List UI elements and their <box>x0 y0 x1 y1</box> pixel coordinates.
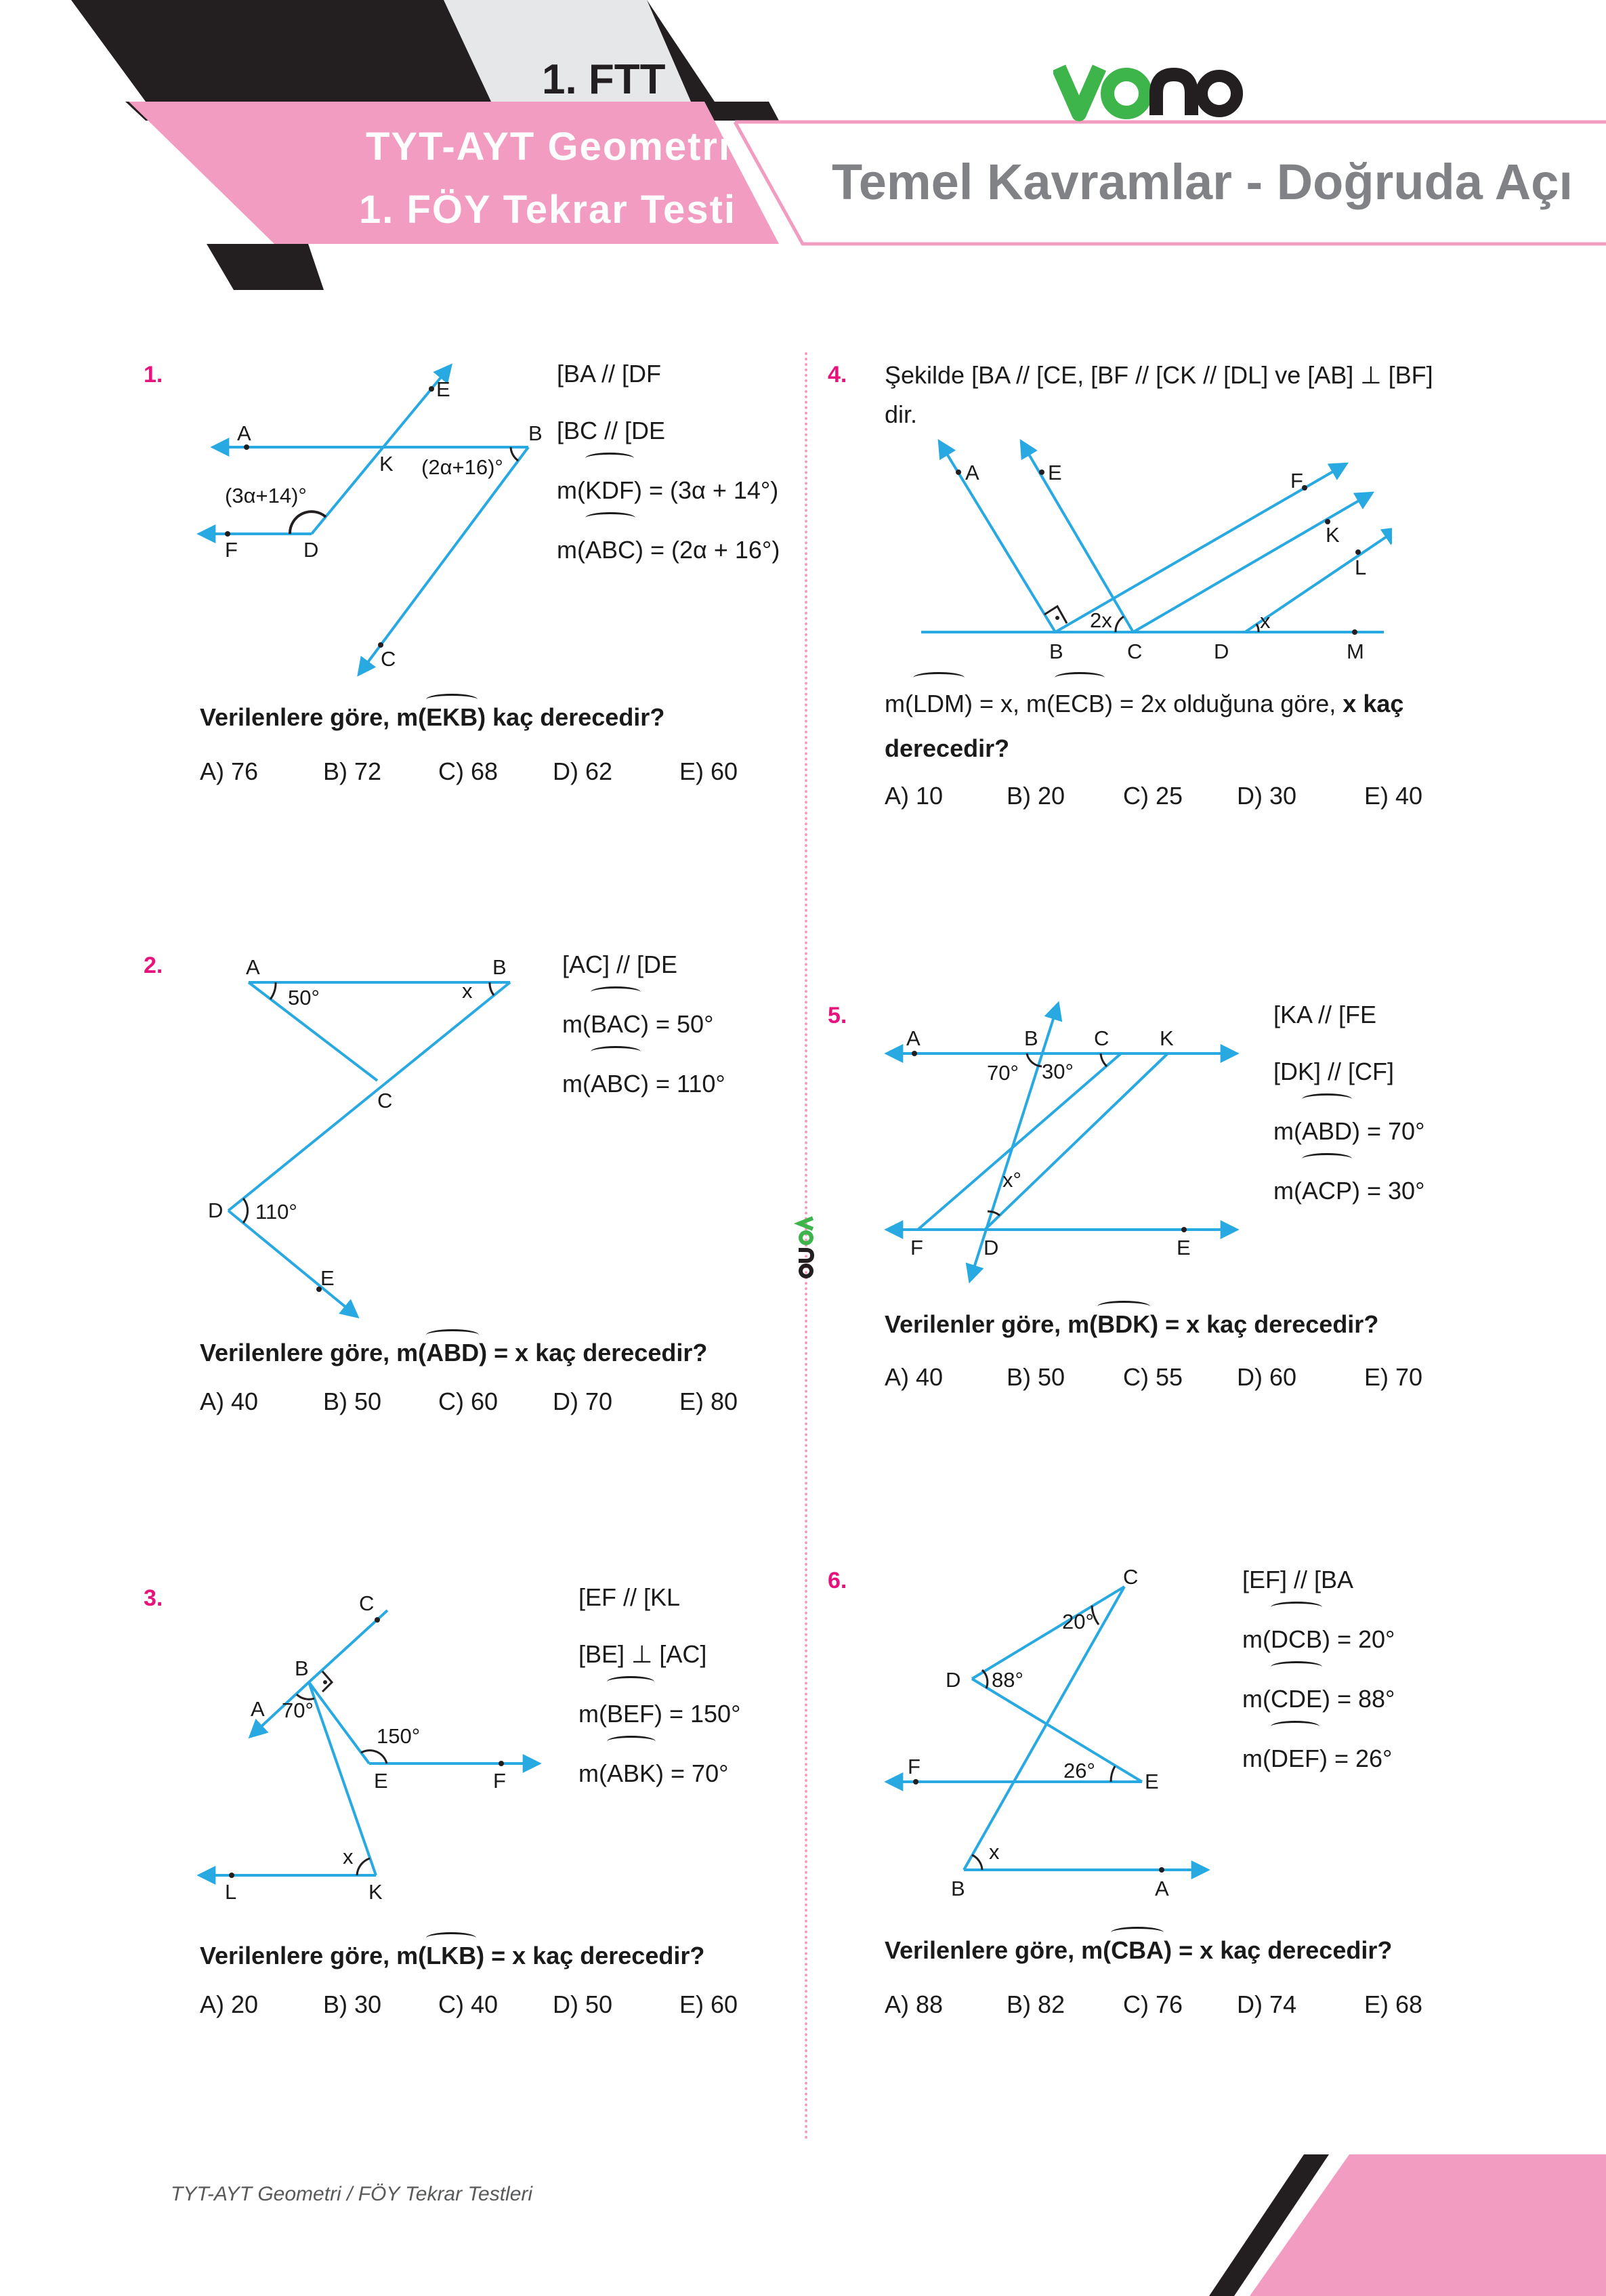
q5-question: Verilenler göre, m(BDK) = x kaç derecedir? <box>885 1308 1378 1339</box>
q5-angle-30: 30° <box>1042 1060 1074 1083</box>
test-badge: 1. FTT <box>542 56 666 103</box>
q6-given-4: m(DEF) = 26° <box>1242 1728 1395 1787</box>
q5-given-2: [DK] // [CF] <box>1273 1058 1395 1085</box>
q1-expr-2a: (2α+16)° <box>421 455 503 479</box>
q6-label-x: x <box>989 1840 1000 1864</box>
q5-label-C: C <box>1094 1026 1110 1050</box>
q5-option-c[interactable]: C) 55 <box>1123 1363 1183 1391</box>
q3-label-x: x <box>343 1845 354 1869</box>
q6-label-C: C <box>1123 1565 1139 1589</box>
header-graphic <box>0 0 1606 298</box>
q3-question: Verilenlere göre, m(LKB) = x kaç derecedir? <box>200 1939 704 1970</box>
q6-label-E: E <box>1145 1770 1159 1793</box>
q6-angle-20: 20° <box>1062 1610 1094 1633</box>
topic-title: Temel Kavramlar - Doğruda Açı <box>832 154 1573 210</box>
q5-given-4: m(ACP) = 30° <box>1273 1160 1424 1219</box>
q3-figure <box>190 1575 555 1914</box>
q2-label-E: E <box>320 1266 335 1290</box>
q6-angle-88: 88° <box>992 1668 1023 1692</box>
q3-seg-BE <box>309 1682 369 1763</box>
q1-number: 1. <box>144 362 163 388</box>
q5-label-K: K <box>1160 1026 1174 1050</box>
test-name: 1. FÖY Tekrar Testi <box>359 188 736 232</box>
q5-number: 5. <box>828 1003 847 1028</box>
q1-question: Verilenlere göre, m(EKB) kaç derecedir? <box>200 701 664 732</box>
q4-text-line2: dir. <box>885 400 918 428</box>
q5-seg-CF <box>918 1053 1121 1230</box>
q2-option-e[interactable]: E) 80 <box>679 1387 738 1415</box>
q6-angle-26: 26° <box>1063 1759 1095 1782</box>
q6-seg-CD <box>972 1587 1124 1679</box>
q1-given-1: [BA // [DF <box>557 360 662 388</box>
q2-label-D: D <box>208 1198 224 1222</box>
footer-text: TYT-AYT Geometri / FÖY Tekrar Testleri <box>171 2183 533 2205</box>
logo-n <box>1156 75 1191 115</box>
q1-ray-DE <box>312 366 450 534</box>
q3-label-K: K <box>368 1880 383 1904</box>
q3-angle-150: 150° <box>377 1724 421 1748</box>
q1-expr-3a: (3α+14)° <box>225 484 307 507</box>
q4-option-e[interactable]: E) 40 <box>1364 782 1423 810</box>
q2-given-2: m(BAC) = 50° <box>562 993 725 1053</box>
q3-angle-70: 70° <box>282 1698 314 1722</box>
q1-label-C: C <box>381 647 396 671</box>
q5-label-F: F <box>910 1236 923 1259</box>
q3-givens <box>578 1569 740 1802</box>
q6-label-F: F <box>908 1755 921 1778</box>
q2-question: Verilenlere göre, m(ABD) = x kaç derecedir? <box>200 1336 707 1367</box>
q2-ray-DE <box>228 1211 357 1316</box>
q6-figure <box>881 1565 1219 1904</box>
q2-option-d[interactable]: D) 70 <box>553 1387 613 1415</box>
q3-option-d[interactable]: D) 50 <box>553 1990 613 2018</box>
q6-given-1: [EF] // [BA <box>1242 1566 1354 1593</box>
logo-v <box>1059 68 1099 114</box>
q3-option-a[interactable]: A) 20 <box>200 1990 259 2018</box>
q6-seg-CB <box>964 1587 1124 1870</box>
q1-option-d[interactable]: D) 62 <box>553 757 613 785</box>
q1-given-4: m(ABC) = (2α + 16°) <box>557 519 780 579</box>
q1-option-a[interactable]: A) 76 <box>200 757 259 785</box>
course-title: TYT-AYT Geometri <box>366 125 732 169</box>
q4-label-D: D <box>1214 640 1229 663</box>
q4-option-d[interactable]: D) 30 <box>1237 782 1297 810</box>
q1-label-K: K <box>379 452 394 476</box>
q5-given-1: [KA // [FE <box>1273 1001 1377 1028</box>
q2-option-c[interactable]: C) 60 <box>438 1387 499 1415</box>
q6-option-b[interactable]: B) 82 <box>1007 1990 1065 2018</box>
q6-given-2: m(DCB) = 20° <box>1242 1608 1395 1668</box>
q6-question: Verilenlere göre, m(CBA) = x kaç derecedir? <box>885 1934 1392 1965</box>
q5-option-d[interactable]: D) 60 <box>1237 1363 1297 1391</box>
q3-number: 3. <box>144 1585 163 1611</box>
q3-option-b[interactable]: B) 30 <box>323 1990 382 2018</box>
q5-label-A: A <box>906 1026 921 1050</box>
q5-givens <box>1273 986 1424 1219</box>
q2-angle-50: 50° <box>288 986 320 1009</box>
q4-label-F: F <box>1290 469 1303 493</box>
q1-given-2: [BC // [DE <box>557 417 666 444</box>
q2-label-x: x <box>462 979 473 1003</box>
q3-given-1: [EF // [KL <box>578 1583 681 1611</box>
q4-option-c[interactable]: C) 25 <box>1123 782 1183 810</box>
q4-figure <box>918 434 1392 664</box>
q6-givens <box>1242 1551 1395 1787</box>
q1-label-E: E <box>436 377 450 401</box>
q2-label-C: C <box>377 1089 393 1112</box>
q4-label-A: A <box>965 461 979 484</box>
vono-logo <box>1053 60 1243 127</box>
q5-option-b[interactable]: B) 50 <box>1007 1363 1065 1391</box>
q5-label-x: x° <box>1002 1168 1021 1192</box>
q4-question <box>885 679 1494 771</box>
q4-label-K: K <box>1326 523 1340 547</box>
q5-option-e[interactable]: E) 70 <box>1364 1363 1423 1391</box>
q6-option-e[interactable]: E) 68 <box>1364 1990 1423 2018</box>
q5-label-B: B <box>1024 1026 1038 1050</box>
q1-label-D: D <box>303 538 319 562</box>
q3-option-c[interactable]: C) 40 <box>438 1990 499 2018</box>
q1-figure <box>190 352 555 684</box>
q4-number: 4. <box>828 362 847 388</box>
q4-label-B: B <box>1049 640 1063 663</box>
q3-label-C: C <box>359 1591 375 1615</box>
q3-label-A: A <box>251 1697 265 1721</box>
q5-label-D: D <box>984 1236 999 1259</box>
q5-label-E: E <box>1177 1236 1191 1259</box>
header-black-foot <box>207 244 324 290</box>
q2-given-1: [AC] // [DE <box>562 951 678 978</box>
q2-figure <box>200 945 532 1331</box>
q2-option-b[interactable]: B) 50 <box>323 1387 382 1415</box>
q2-label-A: A <box>246 955 260 979</box>
q3-given-4: m(ABK) = 70° <box>578 1742 740 1802</box>
q5-angle-70: 70° <box>987 1061 1019 1085</box>
q4-label-x: x <box>1260 609 1271 633</box>
q3-option-e[interactable]: E) 60 <box>679 1990 738 2018</box>
q6-label-B: B <box>951 1877 965 1900</box>
q6-label-D: D <box>946 1668 961 1692</box>
q3-given-3: m(BEF) = 150° <box>578 1683 740 1742</box>
footer-graphic <box>1151 2154 1606 2296</box>
q1-givens <box>557 346 780 579</box>
q4-text-line1: Şekilde [BA // [CE, [BF // [CK // [DL] ve [AB] ⊥ [BF] <box>885 361 1433 389</box>
q4-label-C: C <box>1127 640 1143 663</box>
q4-question-line2: derecedir? <box>885 734 1010 762</box>
q1-option-b[interactable]: B) 72 <box>323 757 382 785</box>
q2-number: 2. <box>144 953 163 978</box>
q4-text <box>885 355 1494 435</box>
q1-option-e[interactable]: E) 60 <box>679 757 738 785</box>
q2-option-a[interactable]: A) 40 <box>200 1387 259 1415</box>
q6-seg-DE <box>972 1679 1142 1782</box>
q6-given-3: m(CDE) = 88° <box>1242 1668 1395 1728</box>
q2-seg-BD <box>228 982 510 1211</box>
q3-given-2: [BE] ⊥ [AC] <box>578 1640 707 1668</box>
q1-label-F: F <box>225 538 238 562</box>
q4-option-b[interactable]: B) 20 <box>1007 782 1065 810</box>
q6-option-c[interactable]: C) 76 <box>1123 1990 1183 2018</box>
q3-label-B: B <box>295 1656 309 1680</box>
q4-label-E: E <box>1048 461 1062 484</box>
q2-givens <box>562 936 725 1112</box>
q1-option-c[interactable]: C) 68 <box>438 757 499 785</box>
q1-label-B: B <box>528 421 543 445</box>
logo-o1 <box>1107 75 1145 112</box>
q5-figure <box>881 996 1260 1294</box>
q4-angle-2x: 2x <box>1090 608 1112 632</box>
q4-option-a[interactable]: A) 10 <box>885 782 944 810</box>
q5-given-3: m(ABD) = 70° <box>1273 1100 1424 1160</box>
q6-option-d[interactable]: D) 74 <box>1237 1990 1297 2018</box>
q5-option-a[interactable]: A) 40 <box>885 1363 944 1391</box>
q3-label-F: F <box>493 1769 506 1793</box>
q1-ray-BC <box>359 447 528 674</box>
q4-label-M: M <box>1347 640 1364 663</box>
q4-label-L: L <box>1355 556 1367 579</box>
side-vono-logo <box>793 1213 820 1280</box>
q2-label-B: B <box>492 955 507 979</box>
q2-angle-110: 110° <box>255 1200 297 1224</box>
q4-ray-CK <box>1133 493 1372 632</box>
q3-label-E: E <box>374 1769 388 1793</box>
q3-label-L: L <box>225 1880 237 1904</box>
q1-given-3: m(KDF) = (3α + 14°) <box>557 459 780 519</box>
q6-number: 6. <box>828 1568 847 1593</box>
q4-question-line1: m(LDM) = x, m(ECB) = 2x olduğuna göre, x kaç <box>885 679 1494 726</box>
q6-option-a[interactable]: A) 88 <box>885 1990 944 2018</box>
q1-label-A: A <box>237 421 251 445</box>
logo-o2 <box>1202 76 1237 111</box>
q2-given-3: m(ABC) = 110° <box>562 1053 725 1112</box>
q6-label-A: A <box>1155 1877 1169 1900</box>
